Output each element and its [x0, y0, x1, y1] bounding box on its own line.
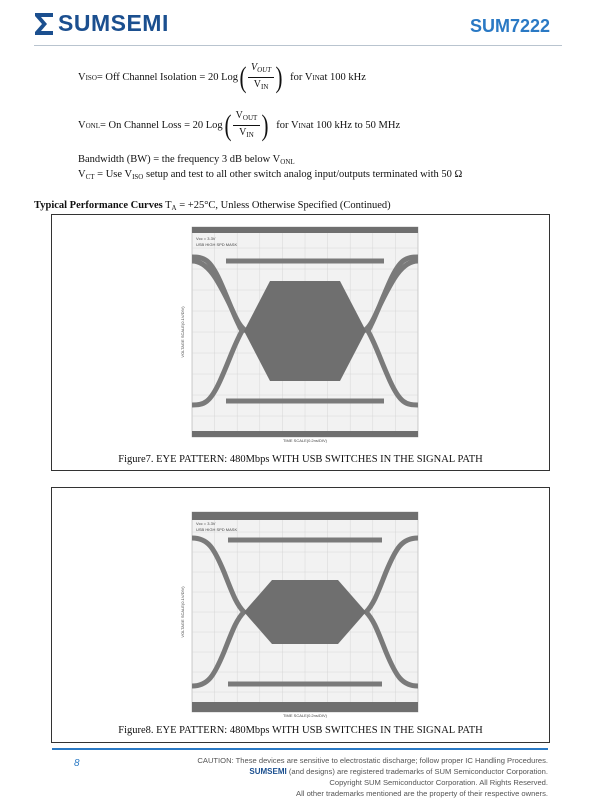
trademark-text: SUMSEMI (and designs) are registered trademarks of SUM Semiconductor Corporation.: [249, 767, 548, 776]
x-axis-label: TIME SCALE(0.2ns/DIV): [282, 438, 328, 443]
figure-8-caption: Figure8. EYE PATTERN: 480Mbps WITH USB SWITCHES IN THE SIGNAL PATH: [118, 725, 483, 736]
inset-label: USB HIGH SPD MASK: [196, 527, 238, 532]
inset-label: Vcc = 3.3V: [196, 521, 216, 526]
caution-text: CAUTION: These devices are sensitive to electrostatic discharge; follow proper IC Handling Procedures.: [197, 756, 548, 765]
figure-7-caption: Figure7. EYE PATTERN: 480Mbps WITH USB SWITCHES IN THE SIGNAL PATH: [118, 454, 483, 465]
footer-divider: [52, 748, 548, 750]
y-axis-label: VOLTAGE SCALE(0.1V/DIV): [180, 306, 185, 358]
bandwidth-definition: Bandwidth (BW) = the frequency 3 dB below $V_{ONL}$: [78, 154, 295, 166]
bottom-mask: [192, 431, 418, 437]
part-number: SUM7222: [469, 16, 550, 36]
footer-legal: [128, 755, 548, 799]
x-axis-label: TIME SCALE(0.2ns/DIV): [282, 713, 328, 718]
copyright-text: Copyright SUM Semiconductor Corporation. All Rights Reserved.: [329, 778, 548, 787]
footer-logo: SUMSEMI: [249, 767, 287, 776]
crosstalk-definition: $V_{CT}$ = Use $V_{ISO}$ setup and test to all other switch analog input/outputs terminated with 50 Ω: [78, 169, 463, 181]
eye-diagram-figure-8: [178, 508, 426, 718]
inset-label: USB HIGH SPD MASK: [196, 242, 238, 247]
eye-mask: [244, 281, 366, 381]
section-heading: Typical Performance Curves $T_A = +25^\circ C$, Unless Otherwise Specified (Continued): [34, 200, 391, 212]
sigma-logo-icon: [34, 12, 54, 36]
company-logo: [34, 10, 169, 37]
logo-text: SUMSEMI: [58, 10, 169, 36]
bottom-mask: [192, 702, 418, 712]
top-mask: [192, 227, 418, 233]
other-trademarks-text: All other trademarks mentioned are the property of their respective owners.: [296, 789, 548, 798]
header-divider: [34, 45, 562, 46]
top-mask: [192, 512, 418, 520]
eye-diagram-figure-7: [178, 221, 426, 443]
y-axis-label: VOLTAGE SCALE(0.1V/DIV): [180, 586, 185, 638]
equation-isolation: V ISO = Off Channel Isolation = 20 Log ( $\frac{V_{OUT}}{V_{IN}}$ ) for V IN at 100 kHz: [78, 60, 366, 94]
inset-label: Vcc = 3.3V: [196, 236, 216, 241]
page-number: 8: [74, 758, 80, 769]
figure-7-frame: [51, 214, 550, 471]
figure-8-frame: [51, 487, 550, 743]
equation-on-loss: V ONL = On Channel Loss = 20 Log ( $\frac{V_{OUT}}{V_{IN}}$ ) for V IN at 100 kHz to 50 MHz: [78, 108, 401, 142]
